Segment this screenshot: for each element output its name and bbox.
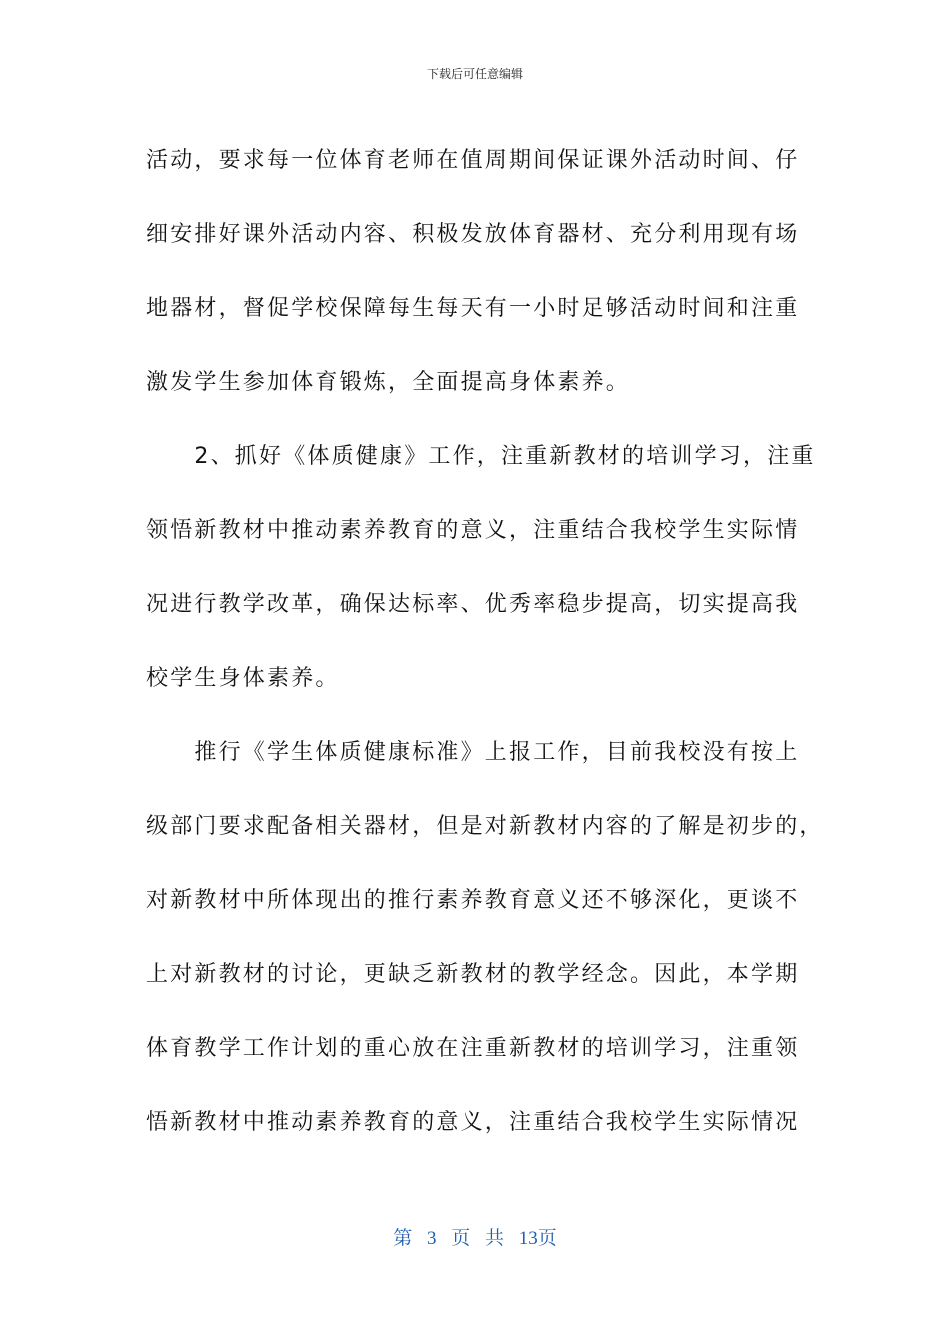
text-line: 级部门要求配备相关器材，但是对新教材内容的了解是初步的， (146, 814, 824, 839)
text-line: 况进行教学改革，确保达标率、优秀率稳步提高，切实提高我 (146, 592, 800, 617)
paragraph-3 (146, 716, 824, 1160)
text-line: 校学生身体素养。 (146, 666, 340, 691)
text-line: 活动，要求每一位体育老师在值周期间保证课外活动时间、仔 (146, 148, 800, 173)
document-body (146, 124, 824, 1160)
text-line: 上对新教材的讨论，更缺乏新教材的教学经念。因此，本学期 (146, 962, 800, 987)
page-header-note: 下载后可任意编辑 (426, 67, 523, 81)
text-line: 2、抓好《体质健康》工作，注重新教材的培训学习，注重 (146, 444, 816, 469)
text-line: 地器材，督促学校保障每生每天有一小时足够活动时间和注重 (146, 296, 800, 321)
text-line: 推行《学生体质健康标准》上报工作，目前我校没有按上 (146, 740, 800, 765)
text-line: 悟新教材中推动素养教育的意义，注重结合我校学生实际情况 (146, 1110, 800, 1135)
page-number-footer: 第 3 页 共 13页 (393, 1228, 557, 1249)
text-line: 激发学生参加体育锻炼，全面提高身体素养。 (146, 370, 631, 395)
text-line: 体育教学工作计划的重心放在注重新教材的培训学习，注重领 (146, 1036, 800, 1061)
text-line: 细安排好课外活动内容、积极发放体育器材、充分利用现有场 (146, 222, 800, 247)
paragraph-2 (146, 420, 816, 716)
text-line: 对新教材中所体现出的推行素养教育意义还不够深化，更谈不 (146, 888, 800, 913)
text-line: 领悟新教材中推动素养教育的意义，注重结合我校学生实际情 (146, 518, 800, 543)
paragraph-1 (146, 124, 806, 420)
